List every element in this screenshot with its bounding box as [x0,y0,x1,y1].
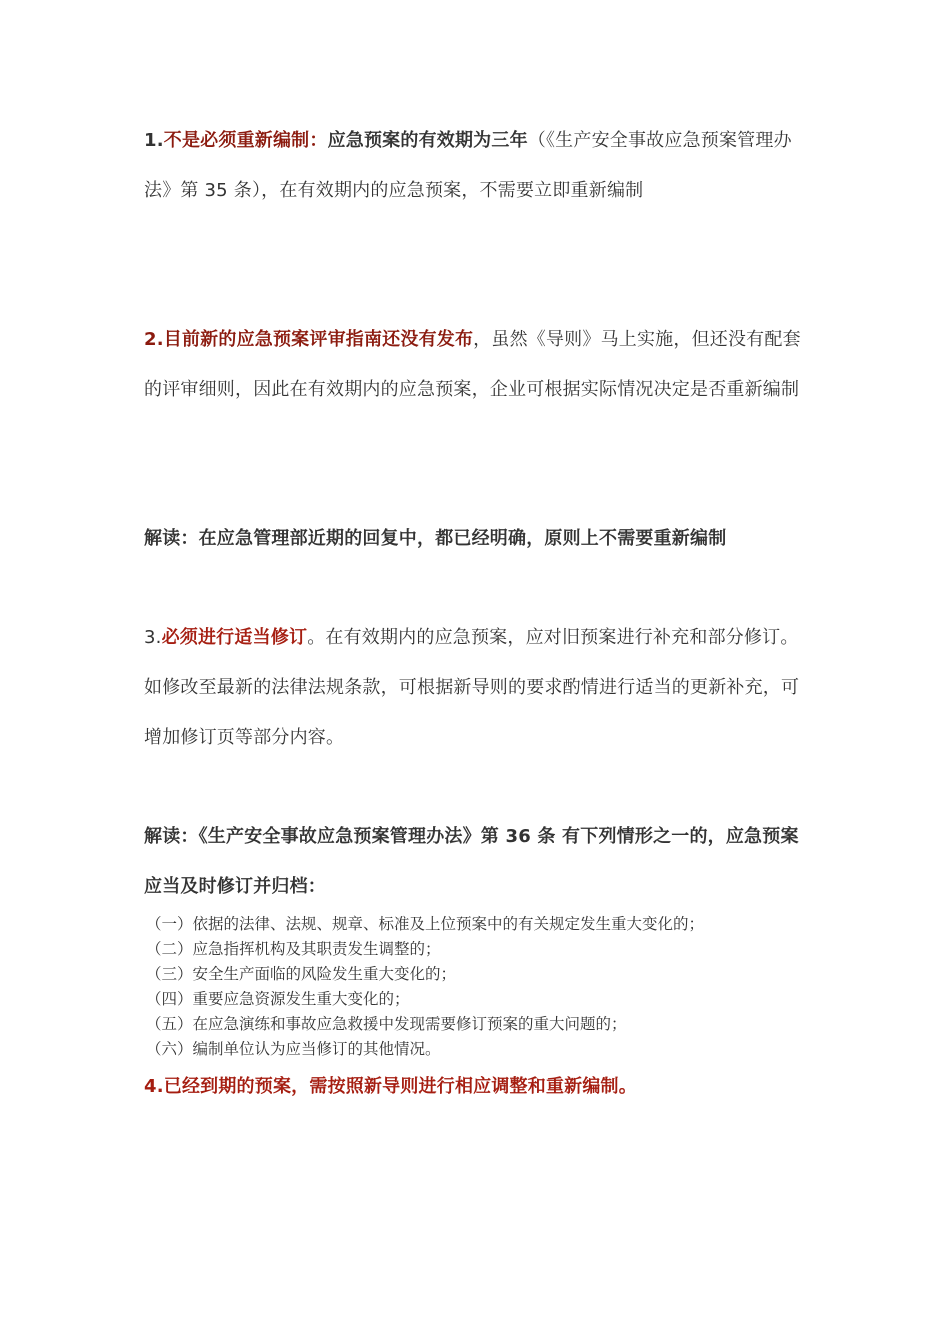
item-number: 1. [144,130,164,151]
body-text: ，虽然《导则》马上实施，但还没有配套的评审细则，因此在有效期内的应急预案，企业可根据实际情况决定是否重新编制 [144,329,801,400]
body-text: （《生产安全事故应急预案管理办法》第 35 条），在有效期内的应急预案，不需要立即重新编制 [144,130,792,201]
paragraph-2 [144,315,810,415]
bold-text: 应急预案的有效期为三年 [327,130,528,151]
paragraph-4: 4.已经到期的预案，需按照新导则进行相应调整和重新编制。 [144,1076,637,1097]
item-number: 2. [144,329,164,350]
highlight-text: 不是必须重新编制： [163,130,328,151]
list-item: （五）在应急演练和事故应急救援中发现需要修订预案的重大问题的； [146,1015,627,1033]
list-item: （一）依据的法律、法规、规章、标准及上位预案中的有关规定发生重大变化的； [146,915,705,933]
list-item: （四）重要应急资源发生重大变化的； [146,990,410,1008]
list-item: （三）安全生产面临的风险发生重大变化的； [146,965,457,983]
item-number: 3. [144,627,162,648]
paragraph-3 [144,613,810,763]
paragraph-1 [144,116,810,216]
body-text: 。在有效期内的应急预案，应对旧预案进行补充和部分修订。如修改至最新的法律法规条款，可根据新导则的要求酌情进行适当的更新补充，可增加修订页等部分内容。 [144,627,800,748]
interpretation-1: 解读：在应急管理部近期的回复中，都已经明确，原则上不需要重新编制 [144,528,727,549]
list-item: （六）编制单位认为应当修订的其他情况。 [146,1040,441,1058]
highlight-text: 目前新的应急预案评审指南还没有发布 [163,329,474,350]
list-item: （二）应急指挥机构及其职责发生调整的； [146,940,441,958]
interpretation-2: 解读：《生产安全事故应急预案管理办法》第 36 条 有下列情形之一的，应急预案应当及时修订并归档： [144,826,799,897]
highlight-text: 必须进行适当修订 [161,627,308,648]
revision-conditions-list [146,912,704,1062]
